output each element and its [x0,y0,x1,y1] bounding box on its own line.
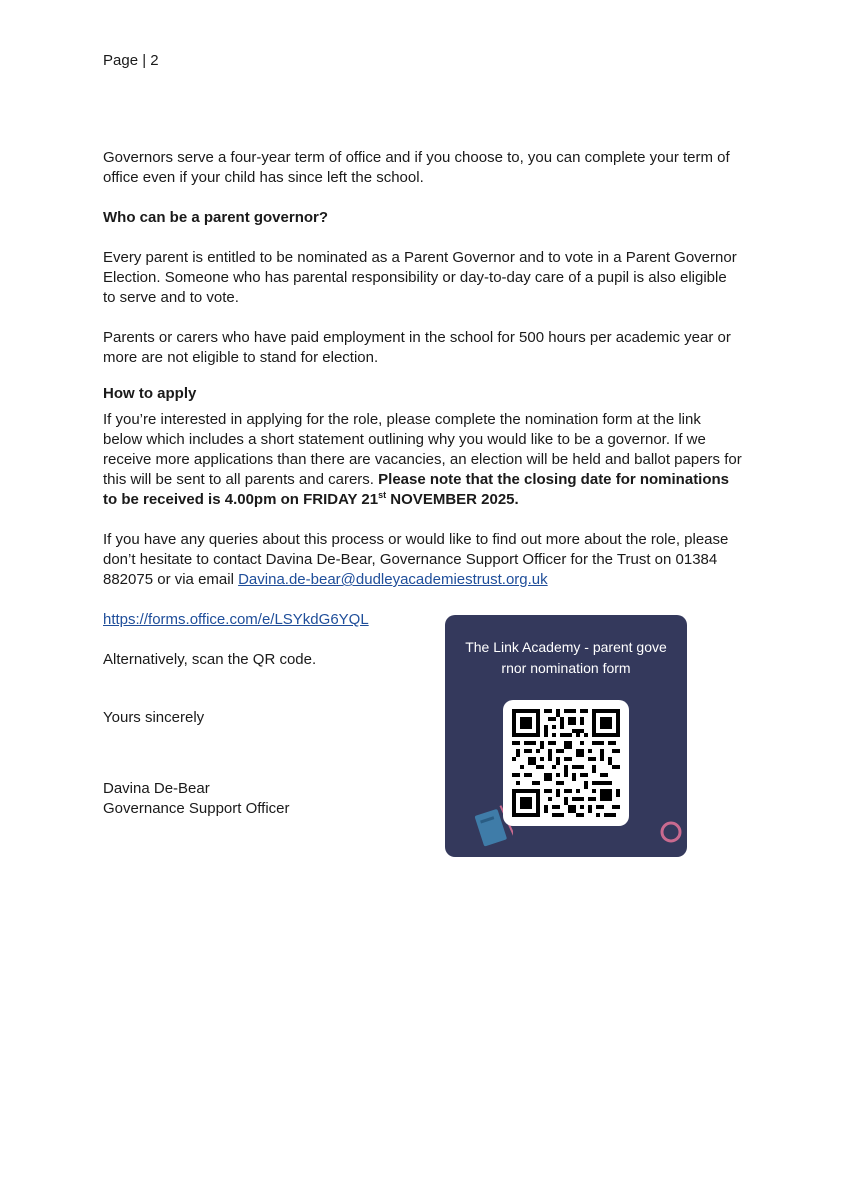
heading-who-can-be: Who can be a parent governor? [103,209,329,226]
qr-title-line-1: The Link Academy - parent gove [465,639,667,655]
contact-text: If you have any queries about this process or would like to find out more about the role, please don’t hesitate to contact Davina De-Bear, Governance Support Officer for the Trust on 01384 882075 or via email [103,531,729,588]
qr-code-pattern [512,709,620,817]
qr-code[interactable] [503,700,629,826]
closing-date-month: NOVEMBER 2025. [386,491,519,508]
apply-text: If you’re interested in applying for the role, please complete the nomination form at the link below which includes a short statement outlining why you would like to be a governor. If we receive more applications than there are vacancies, an election will be held and ballot papers for this will be sent to all parents and carers. [103,411,742,488]
closing-date-text: Please note that the closing date for nominations to be received is 4.00pm on FRIDAY 21 [103,471,730,508]
magnifier-icon [659,820,683,844]
alternative-text: Alternatively, scan the QR code. [103,651,317,668]
page-number: Page | 2 [103,52,159,69]
qr-title-line-2: rnor nomination form [501,660,631,676]
closing-date-ordinal: st [378,490,387,500]
qr-card-title [455,637,677,679]
paragraph-employment: Parents or carers who have paid employment in the school for 500 hours per academic year or more are not eligible to stand for election. [103,329,731,366]
paragraph-eligibility: Every parent is entitled to be nominated as a Parent Governor and to vote in a Parent Governor Election. Someone who has parental responsibility or day-to-day care of a pupil is also eligible to serve and to vote. [103,249,737,306]
paragraph-contact [103,530,743,590]
paragraph-term: Governors serve a four-year term of office and if you choose to, you can complete your term of office even if your child has since left the school. [103,149,730,186]
email-link[interactable]: Davina.de-bear@dudleyacademiestrust.org.uk [238,571,548,588]
closing-salutation: Yours sincerely [103,709,205,726]
qr-code-card [445,615,687,857]
paragraph-apply [103,410,743,510]
signer-title: Governance Support Officer [103,800,290,817]
heading-how-to-apply: How to apply [103,385,197,402]
form-link[interactable]: https://forms.office.com/e/LSYkdG6YQL [103,611,369,628]
signer-name: Davina De-Bear [103,780,210,797]
